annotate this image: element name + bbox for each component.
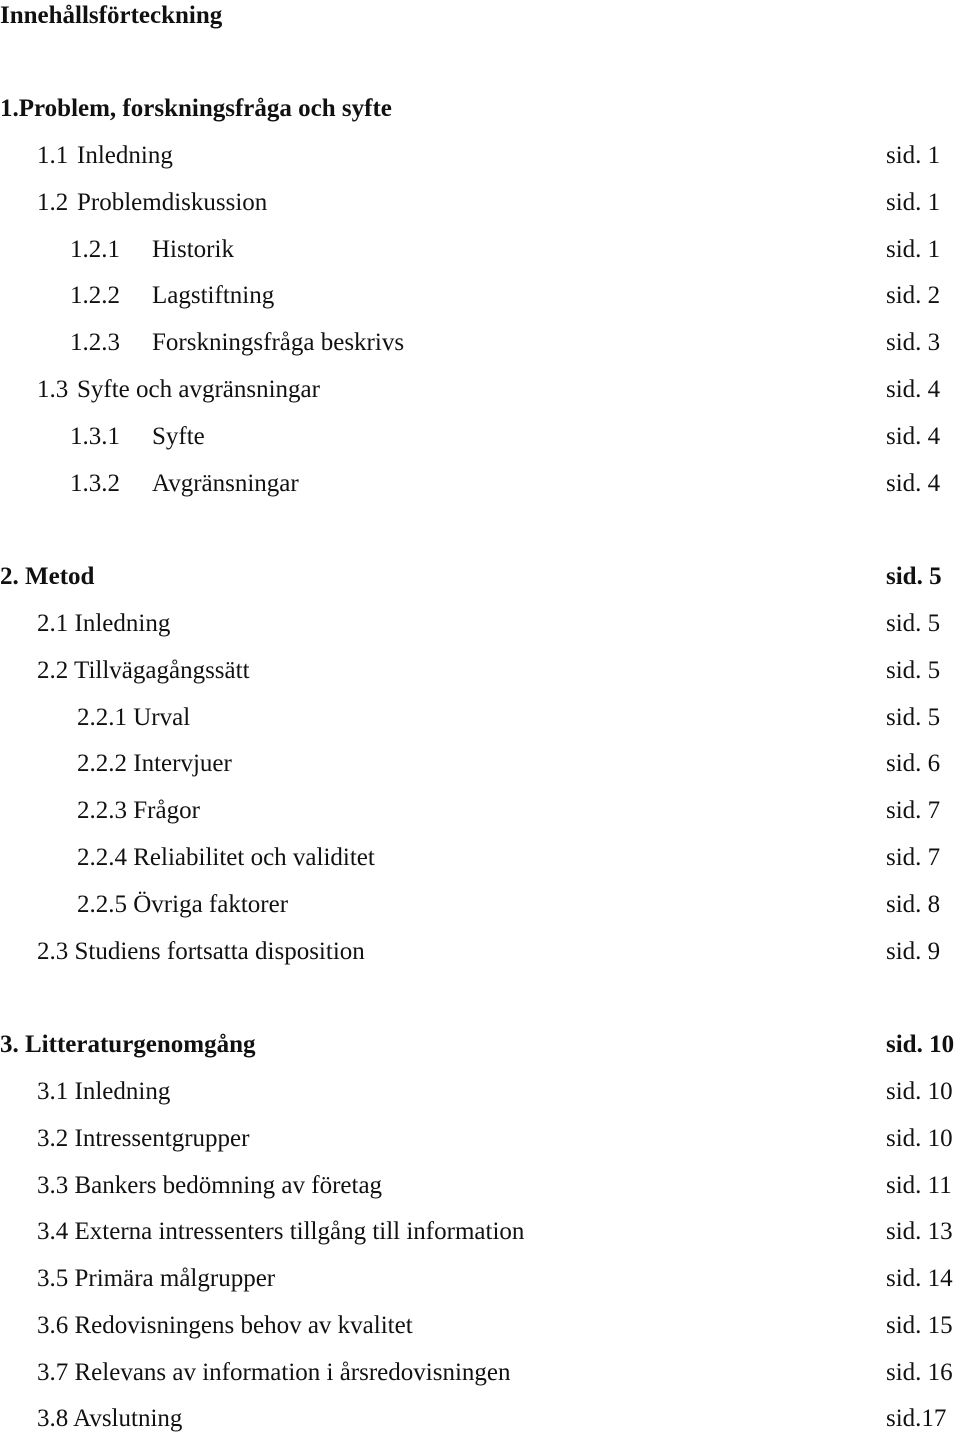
toc-entry-3-3: [0, 1170, 960, 1202]
toc-entry-page: sid. 1: [886, 236, 941, 263]
toc-entry-text: 2.3 Studiens fortsatta disposition: [37, 938, 365, 965]
toc-entry-2-3: [0, 936, 960, 968]
toc-entry-page: sid. 5: [886, 563, 942, 590]
toc-entry-page: sid. 4: [886, 376, 941, 403]
toc-entry-page: sid. 2: [886, 282, 941, 309]
toc-entry-1-2-3: [0, 327, 960, 359]
toc-entry-page: sid. 5: [886, 610, 941, 637]
toc-entry-page: sid. 10: [886, 1078, 953, 1105]
toc-entry-2-2: [0, 655, 960, 687]
toc-entry-text: 2.2.4 Reliabilitet och validitet: [77, 844, 375, 871]
toc-entry-3-1: [0, 1076, 960, 1108]
toc-entry-page: sid. 1: [886, 189, 941, 216]
toc-entry-text: Syfte: [152, 423, 205, 450]
toc-entry-page: sid. 10: [886, 1125, 953, 1152]
toc-entry-page: sid.17: [886, 1405, 947, 1432]
toc-entry-3-4: [0, 1216, 960, 1248]
toc-entry-number: 1.3.2: [70, 470, 120, 497]
toc-entry-text: 3.4 Externa intressenters tillgång till information: [37, 1218, 525, 1245]
toc-entry-page: sid. 11: [886, 1172, 952, 1199]
toc-entry-2-1: [0, 608, 960, 640]
toc-chapter-2: [0, 561, 960, 593]
toc-entry-page: sid. 9: [886, 938, 941, 965]
toc-entry-text: 2.2.5 Övriga faktorer: [77, 891, 289, 918]
toc-entry-text: 3.1 Inledning: [37, 1078, 171, 1105]
toc-entry-text: Avgränsningar: [152, 470, 299, 497]
toc-entry-number: 1.2.2: [70, 282, 120, 309]
toc-entry-2-2-4: [0, 842, 960, 874]
toc-entry-1-1: [0, 140, 960, 172]
toc-entry-number: 1.1: [37, 142, 69, 169]
toc-entry-1-3-1: [0, 421, 960, 453]
toc-entry-page: sid. 5: [886, 704, 941, 731]
toc-entry-page: sid. 1: [886, 142, 941, 169]
toc-entry-3-5: [0, 1263, 960, 1295]
toc-entry-2-2-2: [0, 748, 960, 780]
toc-entry-text: Syfte och avgränsningar: [77, 376, 320, 403]
toc-entry-page: sid. 15: [886, 1312, 953, 1339]
toc-entry-text: 2.2.3 Frågor: [77, 797, 200, 824]
toc-entry-text: 2.2.2 Intervjuer: [77, 750, 232, 777]
toc-entry-2-2-5: [0, 889, 960, 921]
toc-entry-text: Lagstiftning: [152, 282, 275, 309]
toc-entry-page: sid. 13: [886, 1218, 953, 1245]
toc-entry-page: sid. 4: [886, 423, 941, 450]
toc-entry-page: sid. 7: [886, 797, 941, 824]
toc-entry-text: 2.2 Tillvägagångssätt: [37, 657, 250, 684]
toc-entry-3-2: [0, 1123, 960, 1155]
toc-entry-text: 2. Metod: [0, 563, 95, 590]
toc-entry-text: 2.2.1 Urval: [77, 704, 191, 731]
toc-entry-2-2-3: [0, 795, 960, 827]
toc-entry-3-7: [0, 1357, 960, 1389]
toc-entry-text: 3.7 Relevans av information i årsredovisningen: [37, 1359, 511, 1386]
toc-entry-page: sid. 4: [886, 470, 941, 497]
toc-entry-3-8: [0, 1403, 960, 1435]
toc-entry-1-3-2: [0, 468, 960, 500]
toc-title-text: Innehållsförteckning: [0, 2, 223, 29]
toc-entry-number: 1.3: [37, 376, 69, 403]
toc-entry-text: Forskningsfråga beskrivs: [152, 329, 405, 356]
toc-entry-page: sid. 8: [886, 891, 941, 918]
toc-entry-2-2-1: [0, 702, 960, 734]
toc-entry-page: sid. 7: [886, 844, 941, 871]
toc-entry-number: 1.2: [37, 189, 69, 216]
toc-entry-number: 1.2.3: [70, 329, 120, 356]
toc-entry-text: 3.2 Intressentgrupper: [37, 1125, 250, 1152]
toc-entry-3-6: [0, 1310, 960, 1342]
toc-entry-page: sid. 14: [886, 1265, 953, 1292]
toc-entry-text: Historik: [152, 236, 234, 263]
toc-entry-number: 1.2.1: [70, 236, 120, 263]
toc-entry-text: 3. Litteraturgenomgång: [0, 1031, 256, 1058]
toc-entry-page: sid. 5: [886, 657, 941, 684]
toc-entry-number: 1.3.1: [70, 423, 120, 450]
toc-entry-page: sid. 3: [886, 329, 941, 356]
toc-entry-text: 3.3 Bankers bedömning av företag: [37, 1172, 383, 1199]
toc-entry-page: sid. 6: [886, 750, 941, 777]
toc-entry-text: 3.5 Primära målgrupper: [37, 1265, 276, 1292]
toc-entry-page: sid. 16: [886, 1359, 953, 1386]
toc-entry-1-2: [0, 187, 960, 219]
toc-entry-1-3: [0, 374, 960, 406]
toc-entry-text: 2.1 Inledning: [37, 610, 171, 637]
toc-entry-text: 1.Problem, forskningsfråga och syfte: [0, 95, 392, 122]
toc-entry-text: Inledning: [77, 142, 173, 169]
toc-entry-text: 3.8 Avslutning: [37, 1405, 183, 1432]
toc-entry-text: Problemdiskussion: [77, 189, 268, 216]
toc-entry-page: sid. 10: [886, 1031, 955, 1058]
toc-chapter-3: [0, 1029, 960, 1061]
toc-chapter-1: [0, 93, 960, 125]
toc-title: [0, 0, 960, 32]
toc-entry-1-2-2: [0, 280, 960, 312]
toc-entry-text: 3.6 Redovisningens behov av kvalitet: [37, 1312, 413, 1339]
toc-entry-1-2-1: [0, 234, 960, 266]
